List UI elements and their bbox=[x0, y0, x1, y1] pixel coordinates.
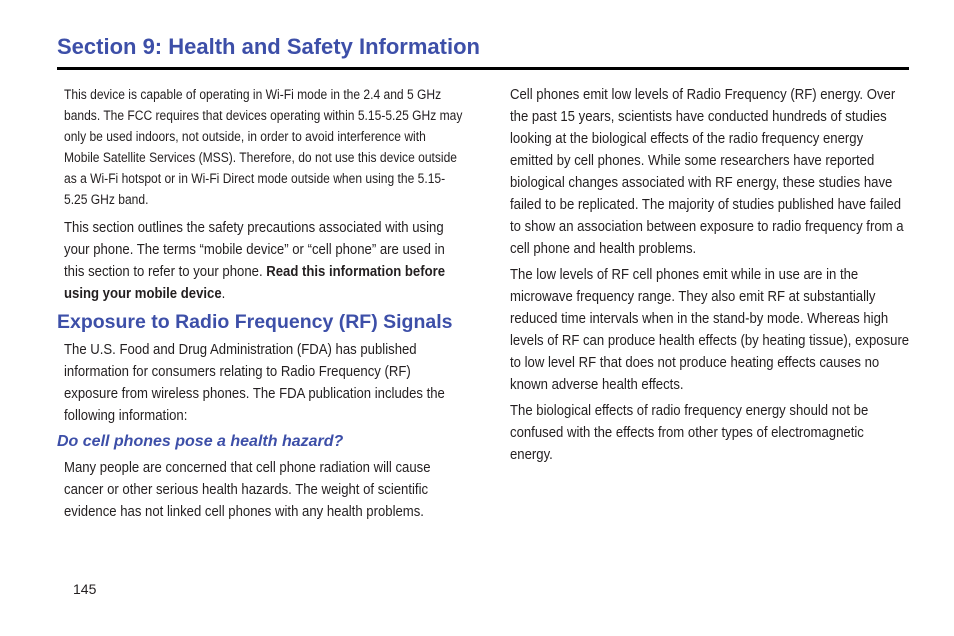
title-rule bbox=[57, 67, 909, 70]
right-paragraph-2: The low levels of RF cell phones emit while in use are in the microwave frequency range. They also emit RF at substantially reduced time intervals when in the stand-by mode. Whereas high levels of RF can produce health effects (by heating tissue), exposure to low level RF that does not produce heating effects causes no known adverse health effects. bbox=[510, 267, 910, 393]
rf-heading: Exposure to Radio Frequency (RF) Signals bbox=[57, 311, 453, 333]
hazard-paragraph: Many people are concerned that cell phone radiation will cause cancer or other serious health hazards. The weight of scientific evidence has not linked cell phones with any health problems. bbox=[64, 460, 431, 520]
intro-end: . bbox=[221, 286, 226, 302]
left-column bbox=[57, 84, 464, 523]
fda-paragraph: The U.S. Food and Drug Administration (FDA) has published information for consumers relating to Radio Frequency (RF) exposure from wireless phones. The FDA publication includes the following information: bbox=[64, 342, 445, 424]
page-title: Section 9: Health and Safety Information bbox=[57, 34, 480, 59]
intro-bold-text: Read this information before using your mobile device bbox=[64, 264, 446, 302]
right-paragraph-3: The biological effects of radio frequency energy should not be confused with the effects from other types of electromagnetic energy. bbox=[510, 403, 869, 463]
intro-text: This section outlines the safety precautions associated with using your phone. The terms “mobile device” or “cell phone” are used in this section to refer to your phone. bbox=[64, 220, 445, 280]
hazard-heading: Do cell phones pose a health hazard? bbox=[57, 433, 344, 450]
intro-paragraph bbox=[64, 217, 464, 305]
right-column bbox=[510, 84, 910, 466]
page-number: 145 bbox=[73, 581, 97, 597]
wifi-notice: This device is capable of operating in Wi-Fi mode in the 2.4 and 5 GHz bands. The FCC requires that devices operating within 5.15-5.25 GHz may only be used indoors, not outside, in order to avoid interference with Mobile Satellite Services (MSS). Therefore, do not use this device outside as a Wi-Fi hotspot or in Wi-Fi Direct mode outside when using the 5.15-5.25 GHz band. bbox=[64, 87, 463, 207]
right-paragraph-1: Cell phones emit low levels of Radio Frequency (RF) energy. Over the past 15 years, scientists have conducted hundreds of studies looking at the biological effects of the radio frequency energy emitted by cell phones. While some researchers have reported biological changes associated with RF energy, these studies have failed to be replicated. The majority of studies published have failed to show an association between exposure to radio frequency from a cell phone and health problems. bbox=[510, 87, 904, 257]
